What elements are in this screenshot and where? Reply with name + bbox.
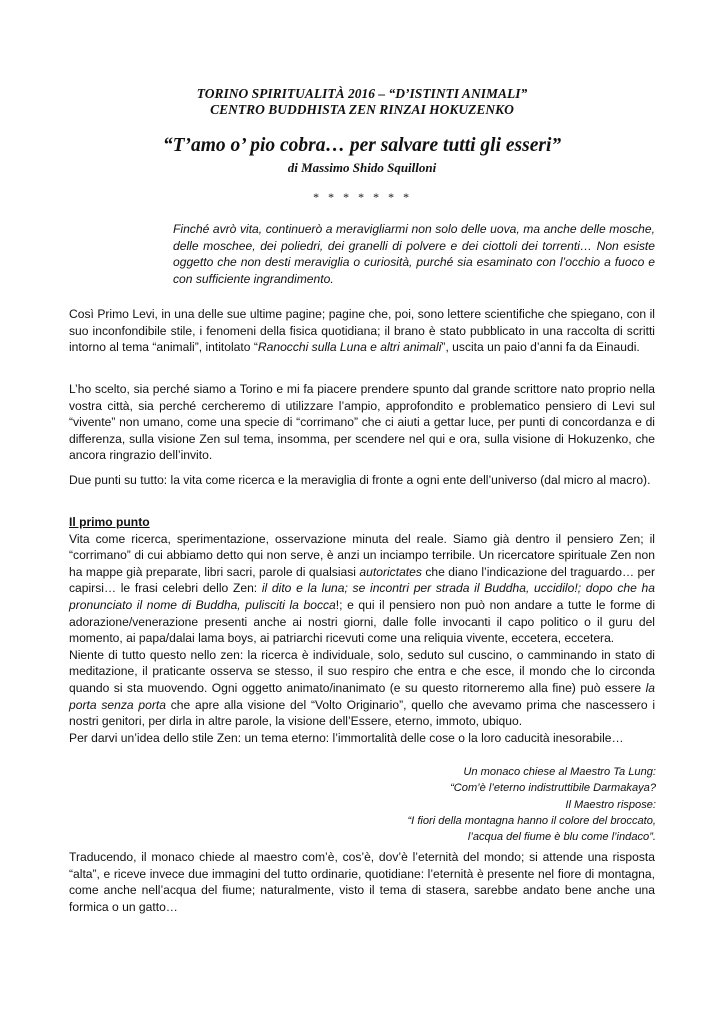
section-p2-text: Niente di tutto questo nello zen: la ricerca è individuale, solo, seduto sul cuscino, o camminando in stato di meditazione, il praticante osserva se stesso, il suo respiro che entra e che esce, il mondo che lo circonda quando si sta muovendo. Ogni oggetto animato/inanimato (e su questo ritorneremo alla fine) può essere — [69, 647, 655, 695]
section-p1-text: Vita come ricerca, sperimentazione, osservazione minuta del reale. Siamo già dentro il pensiero Zen; il “corrimano” di cui abbiamo detto qui non serve, è anzi un inciampo terribile. Un ricercatore spirituale Zen non ha mappe già preparate, libri sacri, parole di qualsiasi — [69, 531, 655, 579]
paragraph-translation: Traducendo, il monaco chiede al maestro com’è, cos’è, dov’è l’eternità del mondo; si attende una risposta “alta”, e riceve invece due immagini del tutto ordinarie, quotidiane: l’eternità è presente nel fiore di montagna, come anche nell’acqua del fiume; naturalmente, visto il tema di stasera, sarebbe andato bene anche una formica o un gatto… — [69, 850, 655, 914]
section-first-point — [69, 514, 655, 746]
section-p1-text-3: !; e qui il pensiero non può non andare a tutte le forme di adorazione/venerazione presenti anche ai nostri giorni, dalle folle invocanti il capo politico o il guru del momento, ai papa/dalai lama boys, ai patriarchi ricevuti come una reliquia vivente, eccetera, eccetera. — [69, 597, 656, 646]
verse-line: Il Maestro rispose: — [565, 798, 656, 811]
paragraph-intro-text: Così Primo Levi, in una delle sue ultime pagine; pagine che, poi, sono lettere scientifiche che spiegano, con il suo inconfondibile stile, i fenomeni della fisica quotidiana; il brano è stato pubblicato in una raccolta di scritti intorno al tema “animali”, intitolato “ — [69, 307, 655, 355]
zen-sayings: il dito e la luna; se incontri per strada il Buddha, uccidilo!; dopo che ha pronunciato il nome di Buddha, pulisciti la bocca — [69, 581, 655, 612]
section-p1-italic: autorictates — [359, 564, 422, 579]
epigraph-quote: Finché avrò vita, continuerò a meravigliarmi non solo delle uova, ma anche delle mosche, delle moschee, dei poliedri, dei granelli di polvere e dei ciottoli dei torrenti… Non esiste oggetto che non desti meraviglia o curiosità, purché sia esaminato con l’occhio a fuoco e con sufficiente ingrandimento. — [173, 222, 655, 286]
section-p2-text-2: che apre alla visione del “Volto Originario”, quello che avevamo prima che nascessero i nostri genitori, per dirla in altre parole, la visione dell’Essere, eterno, immoto, ubiquo. — [69, 697, 656, 729]
book-title: Ranocchi sulla Luna e altri animali — [257, 340, 442, 355]
paragraph-reason: L’ho scelto, sia perché siamo a Torino e mi fa piacere prendere spunto dal grande scrittore nato proprio nella vostra città, sia perché cercheremo di utilizzare l’ampio, approfondito e problematico pensiero di Levi sul “vivente” non umano, come una specie di “corrimano” che ci aiuti a gettar luce, per punti di concordanza e di differenza, sulla visione Zen sul tema, insomma, per scendere nel qui e ora, sulla visione di Hokuzenko, che ancora ringrazio dell’invito. — [69, 382, 655, 463]
paragraph-two-points: Due punti su tutto: la vita come ricerca e la meraviglia di fronte a ogni ente dell’universo (dal micro al macro). — [69, 473, 651, 487]
paragraph-intro-end: ”, uscita un paio d’anni fa da Einaudi. — [441, 340, 640, 355]
separator: * * * * * * * — [312, 190, 412, 204]
verse-line: “Com’è l’eterno indistruttibile Darmakaya? — [450, 782, 656, 795]
verse-line: Un monaco chiese al Maestro Ta Lung: — [463, 766, 656, 778]
verse-line: l’acqua del fiume è blu come l’indaco”. — [467, 831, 656, 844]
section-p3-text: Per darvi un’idea dello stile Zen: un tema eterno: l’immortalità delle cose o la loro caducità inesorabile… — [69, 730, 624, 745]
section-title: Il primo punto — [69, 515, 150, 529]
organization-heading: CENTRO BUDDHISTA ZEN RINZAI HOKUZENKO — [210, 102, 514, 117]
event-heading: TORINO SPIRITUALITÀ 2016 – “D’ISTINTI ANIMALI” — [196, 86, 528, 101]
document-title: “T’amo o’ pio cobra… per salvare tutti gli esseri” — [162, 135, 562, 156]
section-p1-text-2: che diano l’indicazione del traguardo… per capirsi… le frasi celebri dello Zen: — [69, 564, 655, 596]
author-line: di Massimo Shido Squilloni — [287, 160, 437, 175]
section-p2-italic: la porta senza porta — [69, 680, 655, 712]
paragraph-intro — [69, 306, 655, 356]
verse-line: “I fiori della montagna hanno il colore del broccato, — [407, 814, 656, 827]
koan-verse — [407, 764, 656, 845]
